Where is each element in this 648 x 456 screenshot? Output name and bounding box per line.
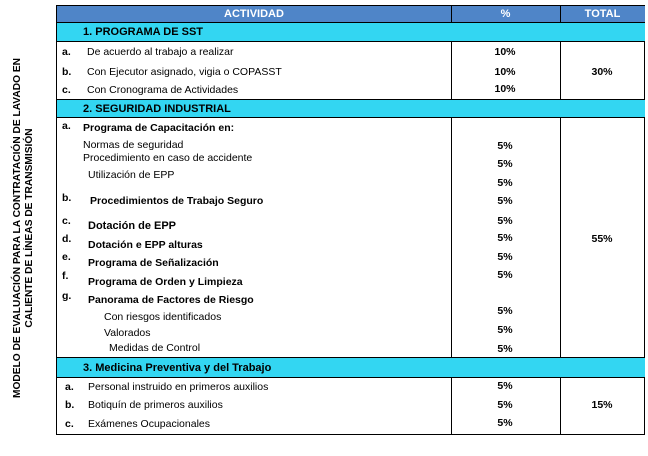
divider	[451, 117, 452, 358]
row-letter: c.	[65, 418, 74, 430]
section-title-medicina: 3. Medicina Preventiva y del Trabajo	[57, 358, 645, 377]
divider	[57, 22, 645, 23]
row-letter: g.	[62, 290, 72, 302]
divider	[560, 117, 561, 358]
row-label: Programa de Orden y Limpieza	[88, 276, 243, 288]
row-letter: c.	[62, 215, 71, 227]
row-percent: 5%	[497, 215, 513, 227]
row-percent: 5%	[497, 380, 513, 392]
row-label: Valorados	[104, 327, 151, 339]
row-percent: 10%	[494, 46, 516, 58]
row-letter: d.	[62, 233, 72, 245]
divider	[451, 41, 452, 100]
row-letter: c.	[62, 84, 71, 96]
row-percent: 5%	[497, 158, 513, 170]
row-label: Dotación de EPP	[88, 220, 177, 232]
row-percent: 5%	[497, 343, 513, 355]
side-title-line1: MODELO DE EVALUACIÓN PARA LA CONTRATACIÓN DE LAVADO EN	[12, 58, 23, 398]
divider	[57, 357, 645, 358]
side-title	[0, 0, 48, 456]
row-percent: 5%	[497, 232, 513, 244]
row-label: Medidas de Control	[109, 342, 201, 354]
header-total: TOTAL	[560, 6, 645, 22]
divider	[451, 377, 452, 435]
row-percent: 5%	[497, 305, 513, 317]
row-label: Dotación e EPP alturas	[88, 239, 203, 251]
row-letter: b.	[62, 192, 72, 204]
divider	[560, 377, 561, 435]
row-letter: e.	[62, 251, 71, 263]
section-total-medicina: 15%	[591, 399, 613, 411]
section-title-seguridad: 2. SEGURIDAD INDUSTRIAL	[57, 100, 645, 117]
row-label: Con Cronograma de Actividades	[87, 84, 239, 96]
row-label: Utilización de EPP	[88, 169, 175, 181]
row-letter: a.	[65, 381, 74, 393]
row-label: Panorama de Factores de Riesgo	[88, 294, 254, 306]
row-label: Personal instruido en primeros auxilios	[88, 381, 269, 393]
divider	[57, 377, 645, 378]
row-label: Botiquín de primeros auxilios	[88, 399, 223, 411]
evaluation-table	[56, 5, 645, 435]
row-letter: f.	[62, 270, 69, 282]
row-label: Con Ejecutor asignado, vigia o COPASST	[87, 66, 282, 78]
divider	[560, 41, 561, 100]
row-percent: 10%	[494, 83, 516, 95]
row-percent: 5%	[497, 269, 513, 281]
row-label: Procedimientos de Trabajo Seguro	[90, 195, 264, 207]
row-label: Programa de Señalización	[88, 257, 219, 269]
section-total-seguridad: 55%	[591, 233, 613, 245]
row-label: Con riesgos identificados	[104, 311, 222, 323]
row-percent: 5%	[497, 195, 513, 207]
row-label: Exámenes Ocupacionales	[88, 418, 210, 430]
row-percent: 5%	[497, 140, 513, 152]
divider	[57, 99, 645, 100]
header-activity: ACTIVIDAD	[57, 6, 451, 22]
divider	[57, 41, 645, 42]
row-letter: b.	[62, 66, 72, 78]
row-letter: a.	[62, 120, 71, 132]
row-label: Normas de seguridad	[83, 139, 184, 151]
section-title-sst: 1. PROGRAMA DE SST	[57, 23, 645, 41]
row-letter: a.	[62, 46, 71, 58]
row-label: De acuerdo al trabajo a realizar	[87, 46, 234, 58]
row-percent: 5%	[497, 324, 513, 336]
row-percent: 5%	[497, 177, 513, 189]
section-total-sst: 30%	[591, 66, 613, 78]
row-label: Programa de Capacitación en:	[83, 122, 235, 134]
row-label: Procedimiento en caso de accidente	[83, 152, 253, 164]
row-percent: 10%	[494, 66, 516, 78]
row-percent: 5%	[497, 417, 513, 429]
divider	[57, 117, 645, 118]
divider	[560, 6, 561, 23]
side-title-line2: CALIENTE DE LÍNEAS DE TRANSMISIÓN	[24, 128, 35, 328]
header-percent: %	[451, 6, 560, 22]
divider	[451, 6, 452, 23]
row-percent: 5%	[497, 399, 513, 411]
row-percent: 5%	[497, 251, 513, 263]
row-letter: b.	[65, 399, 75, 411]
